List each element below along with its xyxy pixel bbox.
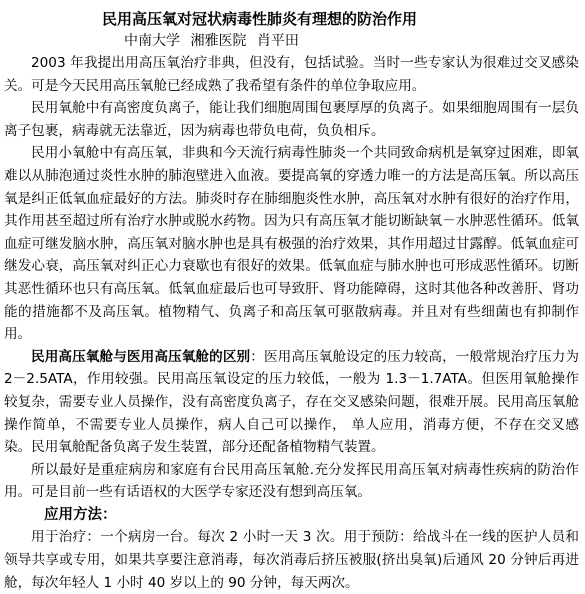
difference-text: ：医用高压氧舱设定的压力较高，一般常规治疗压力为 2－2.5ATA，作用较强。民用高压氧设定的压力较低，一般为 1.3－1.7ATA。但医用氧舱操作较复杂，需要专业人员操作，没有高密度负离子，存在交叉感染问题，很难开展。民用高压氧舱操作简单，不需要专业人员操作，病人自己可以操作， 单人应用，消毒方便，不存在交叉感染。民用氧舱配备负离子发生装置，部分还配备植物精气装置。	[4, 348, 580, 456]
paragraph-hyperbaric-oxygen: 民用小氧舱中有高压氧，非典和今天流行病毒性肺炎一个共同致命病机是氧穿过困难，即氧难以从肺泡通过炎性水肿的肺泡壁进入血液。要提高氧的穿透力唯一的方法是高压氧。所以高压氧是纠正低氧血症最好的方法。肺炎时存在肺细胞炎性水肿，高压氧对水肿有很好的治疗作用，其作用甚至超过所有治疗水肿或脱水药物。因为只有高压氧才能切断缺氧－水肿恶性循环。低氧血症可继发脑水肿，高压氧对脑水肿也是具有极强的治疗效果，其作用超过甘露醇。低氧血症可继发心衰，高压氧对纠正心力衰歇也有很好的效果。低氧血症与肺水肿也可形成恶性循环。切断其恶性循环也只有高压氧。低氧血症最后也可导致肝、肾功能障碍，这时其他各种改善肝、肾功能的措施都不及高压氧。植物精气、负离子和高压氧可驱散病毒。并且对有些细菌也有抑制作用。	[4, 145, 579, 343]
byline	[4, 30, 579, 52]
difference-heading: 民用高压氧舱与医用高压氧舱的区别	[31, 348, 251, 365]
byline-org: 中南大学	[124, 33, 180, 49]
paragraph-conclusion: 所以最好是重症病房和家庭有台民用高压氧舱.充分发挥民用高压氧对病毒性疾病的防治作用。可是目前一些有话语权的大医学专家还没有想到高压氧。	[4, 461, 579, 501]
byline-hospital: 湘雅医院	[190, 33, 247, 49]
method-heading: 应用方法：	[44, 506, 117, 523]
byline-author: 肖平田	[256, 33, 299, 49]
paragraph-intro: 2003 年我提出用高压氧治疗非典，但没有，包括试验。当时一些专家认为很难过交叉感染关。可是今天民用高压氧舱已经成熟了我希望有条件的单位争取应用。	[4, 55, 579, 94]
paragraph-difference	[4, 346, 579, 459]
article-title: 民用高压氧对冠状病毒性肺炎有理想的防治作用	[102, 10, 418, 28]
method-text: 用于治疗：一个病房一台。每次 2 小时一天 3 次。用于预防：给战斗在一线的医护人员和领导共享或专用，如果共享要注意消毒，每次消毒后挤压被服(挤出臭氧)后通风 20 分钟后再进舱，每次年轻人 1 小时 40 岁以上的 90 分钟，每天两次。	[4, 529, 579, 591]
paragraph-negative-ions: 民用氧舱中有高密度负离子，能让我们细胞周围包裹厚厚的负离子。如果细胞周围有一层负离子包裹，病毒就无法靠近，因为病毒也带负电荷，负负相斥。	[4, 100, 579, 139]
article	[4, 8, 579, 594]
